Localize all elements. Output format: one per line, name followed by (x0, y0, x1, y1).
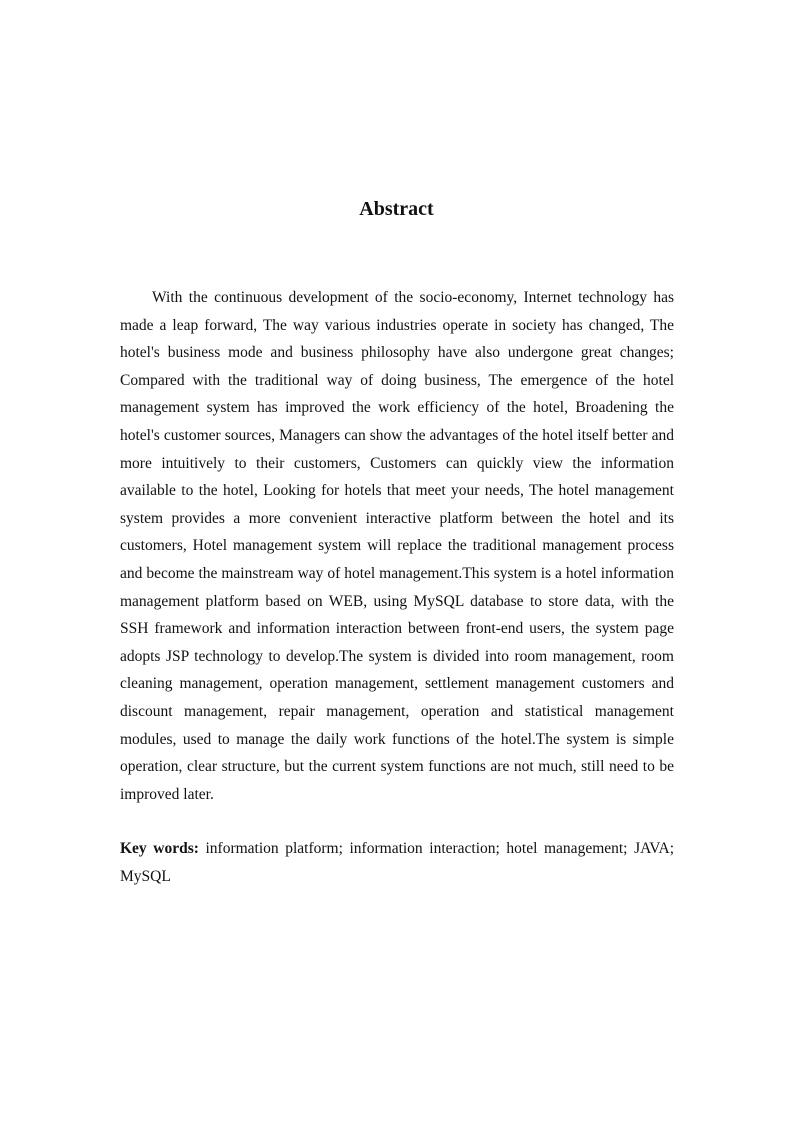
abstract-title: Abstract (359, 198, 434, 220)
keywords-label: Key words: (120, 840, 199, 857)
abstract-body: With the continuous development of the socio-economy, Internet technology has made a leap forward, The way various industries operate in society has changed, The hotel's business mode and business philosophy have also undergone great changes; Compared with the traditional way of doing business, The emergence of the hotel management system has improved the work efficiency of the hotel, Broadening the hotel's customer sources, Managers can show the advantages of the hotel itself better and more intuitively to their customers, Customers can quickly view the information available to the hotel, Looking for hotels that meet your needs, The hotel management system provides a more convenient interactive platform between the hotel and its customers, Hotel management system will replace the traditional management process and become the mainstream way of hotel management.This system is a hotel information management platform based on WEB, using MySQL database to store data, with the SSH framework and information interaction between front-end users, the system page adopts JSP technology to develop.The system is divided into room management, room cleaning management, operation management, settlement management customers and discount management, repair management, operation and statistical management modules, used to manage the daily work functions of the hotel.The system is simple operation, clear structure, but the current system functions are not much, still need to be improved later. (120, 289, 674, 803)
keywords-line (120, 835, 674, 890)
keywords-text: information platform; information interaction; hotel management; JAVA; MySQL (120, 840, 674, 885)
